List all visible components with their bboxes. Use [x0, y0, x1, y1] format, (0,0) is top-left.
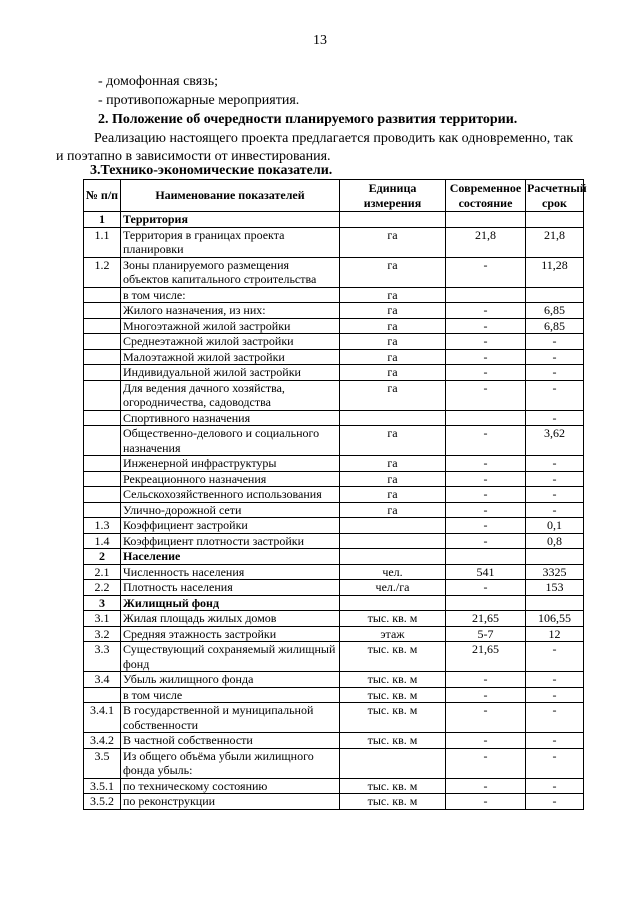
table-row	[84, 533, 584, 549]
unit-cell: га	[340, 318, 446, 334]
row-number-cell	[84, 380, 121, 410]
current-value-cell	[446, 287, 526, 303]
planned-value-cell: -	[526, 687, 584, 703]
indicator-name-cell: Коэффициент плотности застройки	[121, 533, 340, 549]
planned-value-cell: 3,62	[526, 426, 584, 456]
planned-value-cell: 106,55	[526, 611, 584, 627]
header-unit: Единица измерения	[340, 180, 446, 212]
planned-value-cell: -	[526, 410, 584, 426]
indicator-name-cell: Спортивного назначения	[121, 410, 340, 426]
table-row	[84, 794, 584, 810]
current-value-cell: -	[446, 365, 526, 381]
list-item-intercom: - домофонная связь;	[98, 74, 218, 89]
indicator-name-cell: Численность населения	[121, 564, 340, 580]
current-value-cell: 21,8	[446, 227, 526, 257]
table-row	[84, 611, 584, 627]
row-number-cell	[84, 334, 121, 350]
current-value-cell: -	[446, 533, 526, 549]
planned-value-cell	[526, 212, 584, 228]
paragraph-line-2: и поэтапно в зависимости от инвестирования.	[56, 149, 331, 164]
indicator-name-cell: Коэффициент застройки	[121, 518, 340, 534]
header-name: Наименование показателей	[121, 180, 340, 212]
table-row	[84, 580, 584, 596]
planned-value-cell: -	[526, 471, 584, 487]
planned-value-cell: -	[526, 502, 584, 518]
planned-value-cell: 12	[526, 626, 584, 642]
table-row	[84, 227, 584, 257]
planned-value-cell: -	[526, 334, 584, 350]
current-value-cell: -	[446, 426, 526, 456]
unit-cell: тыс. кв. м	[340, 687, 446, 703]
indicator-name-cell: В государственной и муниципальной собственности	[121, 703, 340, 733]
table-row	[84, 318, 584, 334]
current-value-cell	[446, 212, 526, 228]
unit-cell: га	[340, 380, 446, 410]
table-row	[84, 487, 584, 503]
row-number-cell	[84, 318, 121, 334]
planned-value-cell: -	[526, 642, 584, 672]
unit-cell: га	[340, 334, 446, 350]
current-value-cell: -	[446, 303, 526, 319]
unit-cell: га	[340, 349, 446, 365]
current-value-cell: -	[446, 687, 526, 703]
row-number-cell	[84, 502, 121, 518]
current-value-cell: 541	[446, 564, 526, 580]
unit-cell: тыс. кв. м	[340, 794, 446, 810]
row-number-cell: 2.1	[84, 564, 121, 580]
row-number-cell	[84, 471, 121, 487]
planned-value-cell: -	[526, 748, 584, 778]
row-number-cell: 1	[84, 212, 121, 228]
table-row	[84, 426, 584, 456]
indicator-name-cell: Жилищный фонд	[121, 595, 340, 611]
planned-value-cell: 6,85	[526, 318, 584, 334]
current-value-cell: -	[446, 257, 526, 287]
indicator-name-cell: Зоны планируемого размещения объектов капитального строительства	[121, 257, 340, 287]
unit-cell: га	[340, 502, 446, 518]
row-number-cell: 3.2	[84, 626, 121, 642]
unit-cell: га	[340, 487, 446, 503]
table-row	[84, 687, 584, 703]
planned-value-cell: -	[526, 794, 584, 810]
indicator-name-cell: Средняя этажность застройки	[121, 626, 340, 642]
current-value-cell	[446, 595, 526, 611]
current-value-cell: -	[446, 518, 526, 534]
planned-value-cell: 0,1	[526, 518, 584, 534]
current-value-cell: -	[446, 748, 526, 778]
planned-value-cell	[526, 595, 584, 611]
table-row	[84, 564, 584, 580]
indicator-name-cell: Существующий сохраняемый жилищный фонд	[121, 642, 340, 672]
current-value-cell: -	[446, 456, 526, 472]
current-value-cell	[446, 410, 526, 426]
unit-cell: га	[340, 456, 446, 472]
unit-cell: тыс. кв. м	[340, 703, 446, 733]
planned-value-cell: 153	[526, 580, 584, 596]
unit-cell: этаж	[340, 626, 446, 642]
current-value-cell: -	[446, 487, 526, 503]
current-value-cell: -	[446, 672, 526, 688]
row-number-cell: 3.5.1	[84, 778, 121, 794]
unit-cell: га	[340, 287, 446, 303]
unit-cell: тыс. кв. м	[340, 672, 446, 688]
indicator-name-cell: Убыль жилищного фонда	[121, 672, 340, 688]
unit-cell	[340, 748, 446, 778]
table-row	[84, 672, 584, 688]
row-number-cell: 3.4.1	[84, 703, 121, 733]
table-row	[84, 626, 584, 642]
table-row	[84, 365, 584, 381]
unit-cell: чел./га	[340, 580, 446, 596]
indicator-name-cell: Общественно-делового и социального назначения	[121, 426, 340, 456]
table-row	[84, 287, 584, 303]
row-number-cell	[84, 687, 121, 703]
indicator-name-cell: в том числе:	[121, 287, 340, 303]
indicator-name-cell: Из общего объёма убыли жилищного фонда убыль:	[121, 748, 340, 778]
current-value-cell: -	[446, 778, 526, 794]
indicator-name-cell: Рекреационного назначения	[121, 471, 340, 487]
planned-value-cell	[526, 549, 584, 565]
planned-value-cell: 21,8	[526, 227, 584, 257]
planned-value-cell: -	[526, 456, 584, 472]
table-row	[84, 642, 584, 672]
section-2-title: 2. Положение об очередности планируемого развития территории.	[98, 112, 518, 127]
table-row	[84, 456, 584, 472]
row-number-cell: 1.3	[84, 518, 121, 534]
row-number-cell: 1.1	[84, 227, 121, 257]
table-row	[84, 518, 584, 534]
table-row	[84, 334, 584, 350]
current-value-cell: -	[446, 318, 526, 334]
indicator-name-cell: Жилая площадь жилых домов	[121, 611, 340, 627]
table-row	[84, 212, 584, 228]
page-number: 13	[313, 33, 327, 48]
section-3-title: 3.Технико-экономические показатели.	[90, 163, 333, 178]
row-number-cell: 3.5.2	[84, 794, 121, 810]
current-value-cell: -	[446, 580, 526, 596]
unit-cell: га	[340, 365, 446, 381]
row-number-cell	[84, 487, 121, 503]
row-number-cell	[84, 349, 121, 365]
table-row	[84, 733, 584, 749]
indicator-name-cell: Территория в границах проекта планировки	[121, 227, 340, 257]
row-number-cell	[84, 426, 121, 456]
table-row	[84, 380, 584, 410]
row-number-cell: 3.1	[84, 611, 121, 627]
current-value-cell: -	[446, 380, 526, 410]
current-value-cell: 5-7	[446, 626, 526, 642]
indicator-name-cell: Для ведения дачного хозяйства, огородничества, садоводства	[121, 380, 340, 410]
table-row	[84, 595, 584, 611]
current-value-cell	[446, 549, 526, 565]
current-value-cell: -	[446, 334, 526, 350]
unit-cell	[340, 518, 446, 534]
table-body	[84, 212, 584, 810]
unit-cell: га	[340, 426, 446, 456]
indicator-name-cell: Инженерной инфраструктуры	[121, 456, 340, 472]
planned-value-cell: -	[526, 672, 584, 688]
indicator-name-cell: Индивидуальной жилой застройки	[121, 365, 340, 381]
planned-value-cell: -	[526, 487, 584, 503]
indicator-name-cell: Население	[121, 549, 340, 565]
unit-cell: тыс. кв. м	[340, 642, 446, 672]
table-header-row	[84, 180, 584, 212]
unit-cell	[340, 595, 446, 611]
planned-value-cell: -	[526, 380, 584, 410]
indicator-name-cell: В частной собственности	[121, 733, 340, 749]
table-row	[84, 549, 584, 565]
unit-cell: тыс. кв. м	[340, 611, 446, 627]
table-row	[84, 410, 584, 426]
current-value-cell: -	[446, 733, 526, 749]
unit-cell: га	[340, 303, 446, 319]
indicator-name-cell: Территория	[121, 212, 340, 228]
indicator-name-cell: Плотность населения	[121, 580, 340, 596]
current-value-cell: -	[446, 794, 526, 810]
row-number-cell: 1.2	[84, 257, 121, 287]
header-num: № п/п	[84, 180, 121, 212]
indicator-name-cell: Жилого назначения, из них:	[121, 303, 340, 319]
planned-value-cell: -	[526, 349, 584, 365]
table-row	[84, 778, 584, 794]
row-number-cell: 3.4.2	[84, 733, 121, 749]
row-number-cell	[84, 410, 121, 426]
planned-value-cell: -	[526, 733, 584, 749]
unit-cell: тыс. кв. м	[340, 778, 446, 794]
planned-value-cell: -	[526, 365, 584, 381]
indicator-name-cell: по техническому состоянию	[121, 778, 340, 794]
row-number-cell	[84, 303, 121, 319]
planned-value-cell: 3325	[526, 564, 584, 580]
row-number-cell: 2.2	[84, 580, 121, 596]
table-row	[84, 303, 584, 319]
row-number-cell	[84, 287, 121, 303]
planned-value-cell: -	[526, 703, 584, 733]
indicator-name-cell: по реконструкции	[121, 794, 340, 810]
list-item-fire-safety: - противопожарные мероприятия.	[98, 93, 300, 108]
indicator-name-cell: Сельскохозяйственного использования	[121, 487, 340, 503]
table-row	[84, 748, 584, 778]
planned-value-cell: 11,28	[526, 257, 584, 287]
current-value-cell: -	[446, 349, 526, 365]
indicators-table	[83, 179, 587, 810]
header-current: Современное состояние	[446, 180, 526, 212]
indicator-name-cell: Улично-дорожной сети	[121, 502, 340, 518]
current-value-cell: -	[446, 471, 526, 487]
current-value-cell: -	[446, 502, 526, 518]
row-number-cell: 3.5	[84, 748, 121, 778]
current-value-cell: 21,65	[446, 611, 526, 627]
indicator-name-cell: в том числе	[121, 687, 340, 703]
current-value-cell: 21,65	[446, 642, 526, 672]
indicator-name-cell: Многоэтажной жилой застройки	[121, 318, 340, 334]
planned-value-cell	[526, 287, 584, 303]
row-number-cell: 3.3	[84, 642, 121, 672]
unit-cell: чел.	[340, 564, 446, 580]
row-number-cell: 3	[84, 595, 121, 611]
table-row	[84, 502, 584, 518]
unit-cell	[340, 212, 446, 228]
planned-value-cell: 0,8	[526, 533, 584, 549]
table-row	[84, 703, 584, 733]
header-planned: Расчетный срок	[527, 180, 587, 210]
unit-cell	[340, 533, 446, 549]
row-number-cell	[84, 456, 121, 472]
unit-cell	[340, 410, 446, 426]
row-number-cell	[84, 365, 121, 381]
row-number-cell: 3.4	[84, 672, 121, 688]
row-number-cell: 2	[84, 549, 121, 565]
planned-value-cell: -	[526, 778, 584, 794]
row-number-cell: 1.4	[84, 533, 121, 549]
unit-cell: га	[340, 471, 446, 487]
paragraph-line-1: Реализацию настоящего проекта предлагается проводить как одновременно, так	[94, 131, 574, 146]
unit-cell: тыс. кв. м	[340, 733, 446, 749]
indicator-name-cell: Малоэтажной жилой застройки	[121, 349, 340, 365]
unit-cell	[340, 549, 446, 565]
table-row	[84, 257, 584, 287]
planned-value-cell: 6,85	[526, 303, 584, 319]
unit-cell: га	[340, 257, 446, 287]
unit-cell: га	[340, 227, 446, 257]
table-row	[84, 471, 584, 487]
current-value-cell: -	[446, 703, 526, 733]
indicator-name-cell: Среднеэтажной жилой застройки	[121, 334, 340, 350]
table-row	[84, 349, 584, 365]
